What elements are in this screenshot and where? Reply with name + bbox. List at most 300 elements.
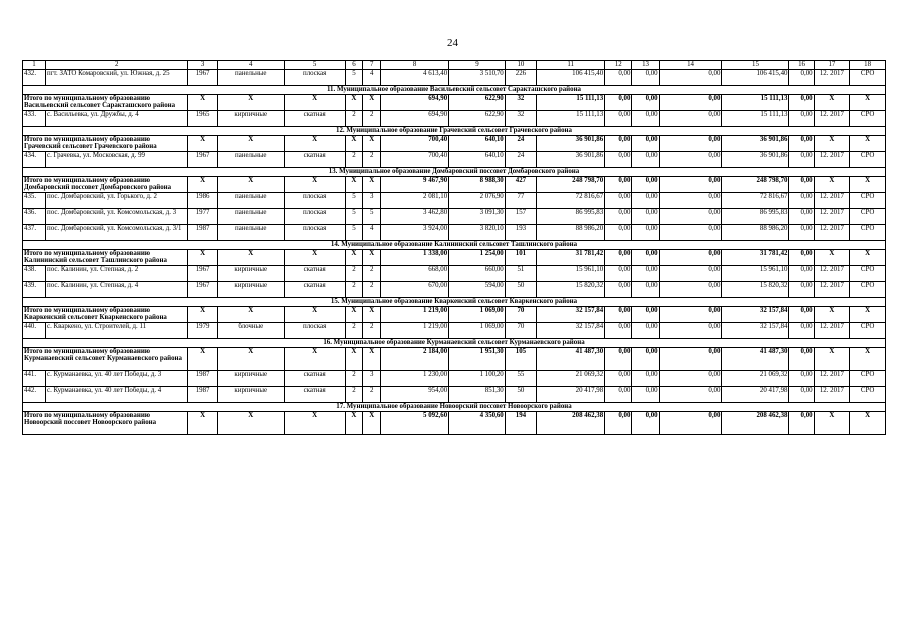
subtotal-cell: 0,00 bbox=[789, 412, 814, 435]
table-cell: 12. 2017 bbox=[814, 70, 850, 86]
table-cell: 36 901,86 bbox=[537, 152, 605, 168]
subtotal-cell: 0,00 bbox=[789, 250, 814, 266]
table-cell: скатная bbox=[284, 266, 345, 282]
table-row bbox=[23, 225, 886, 241]
column-number-row bbox=[23, 61, 886, 70]
table-cell: кирпичные bbox=[217, 371, 284, 387]
subtotal-cell: X bbox=[814, 307, 850, 323]
table-cell: плоская bbox=[284, 70, 345, 86]
table-cell: 5 bbox=[345, 70, 363, 86]
subtotal-row bbox=[23, 348, 886, 371]
table-cell: 0,00 bbox=[659, 70, 722, 86]
subtotal-cell: X bbox=[217, 177, 284, 193]
table-cell: 2 bbox=[363, 266, 381, 282]
address-cell: с. Курманаевка, ул. 40 лет Победы, д. 3 bbox=[46, 371, 188, 387]
subtotal-cell: 194 bbox=[505, 412, 536, 435]
table-cell: 193 bbox=[505, 225, 536, 241]
table-cell: 0,00 bbox=[659, 371, 722, 387]
table-cell: 851,30 bbox=[449, 387, 506, 403]
table-cell: 0,00 bbox=[605, 323, 632, 339]
table-cell: 2 bbox=[345, 371, 363, 387]
column-number-cell: 9 bbox=[449, 61, 506, 70]
subtotal-cell: 622,90 bbox=[449, 95, 506, 111]
table-cell: 0,00 bbox=[789, 266, 814, 282]
table-cell: 2 bbox=[363, 111, 381, 127]
table-cell: 5 bbox=[345, 193, 363, 209]
table-cell: 12. 2017 bbox=[814, 111, 850, 127]
table-cell: 1977 bbox=[188, 209, 217, 225]
table-cell: кирпичные bbox=[217, 266, 284, 282]
table-cell: 12. 2017 bbox=[814, 266, 850, 282]
subtotal-cell: X bbox=[850, 348, 886, 371]
address-cell: с. Курманаевка, ул. 40 лет Победы, д. 4 bbox=[46, 387, 188, 403]
subtotal-row bbox=[23, 136, 886, 152]
subtotal-cell: X bbox=[345, 136, 363, 152]
table-cell: панельные bbox=[217, 209, 284, 225]
table-cell: 0,00 bbox=[605, 193, 632, 209]
subtotal-cell: X bbox=[284, 136, 345, 152]
table-cell: 15 820,32 bbox=[537, 282, 605, 298]
subtotal-label: Итого по муниципальному образованию Калининский сельсовет Ташлинского района bbox=[23, 250, 188, 266]
table-cell: 72 816,67 bbox=[537, 193, 605, 209]
column-number-cell: 10 bbox=[505, 61, 536, 70]
section-title: 15. Муниципальное образование Кваркенский сельсовет Кваркенского района bbox=[23, 298, 886, 307]
table-cell: 2 bbox=[345, 282, 363, 298]
subtotal-label: Итого по муниципальному образованию Васильевский сельсовет Саракташского района bbox=[23, 95, 188, 111]
table-cell: 432. bbox=[23, 70, 46, 86]
subtotal-cell: 32 157,84 bbox=[722, 307, 789, 323]
subtotal-cell: 32 157,84 bbox=[537, 307, 605, 323]
table-cell: 0,00 bbox=[632, 387, 659, 403]
subtotal-cell: 31 781,42 bbox=[722, 250, 789, 266]
housing-register-table bbox=[22, 60, 886, 435]
subtotal-cell: X bbox=[345, 177, 363, 193]
table-cell: 0,00 bbox=[659, 282, 722, 298]
table-cell: 0,00 bbox=[789, 225, 814, 241]
table-cell: 2 bbox=[345, 266, 363, 282]
table-cell: СРО bbox=[850, 209, 886, 225]
subtotal-cell: 4 350,60 bbox=[449, 412, 506, 435]
section-title: 14. Муниципальное образование Калининский сельсовет Ташлинского района bbox=[23, 241, 886, 250]
table-cell: 3 462,80 bbox=[381, 209, 449, 225]
table-row bbox=[23, 387, 886, 403]
table-cell: 2 bbox=[345, 323, 363, 339]
table-cell: 21 069,32 bbox=[537, 371, 605, 387]
subtotal-cell: 208 462,38 bbox=[537, 412, 605, 435]
table-cell: 0,00 bbox=[605, 371, 632, 387]
table-cell: 12. 2017 bbox=[814, 193, 850, 209]
table-cell: 21 069,32 bbox=[722, 371, 789, 387]
table-cell: 20 417,98 bbox=[537, 387, 605, 403]
column-number-cell: 17 bbox=[814, 61, 850, 70]
column-number-cell: 14 bbox=[659, 61, 722, 70]
table-cell: 1986 bbox=[188, 193, 217, 209]
table-cell: 0,00 bbox=[789, 152, 814, 168]
table-cell: 3 091,30 bbox=[449, 209, 506, 225]
subtotal-cell: 41 487,30 bbox=[722, 348, 789, 371]
table-cell: 441. bbox=[23, 371, 46, 387]
subtotal-cell: X bbox=[284, 177, 345, 193]
table-cell: 15 961,10 bbox=[537, 266, 605, 282]
section-heading-row bbox=[23, 298, 886, 307]
table-cell: 72 816,67 bbox=[722, 193, 789, 209]
subtotal-cell: X bbox=[814, 136, 850, 152]
subtotal-cell: 0,00 bbox=[659, 348, 722, 371]
table-cell: 32 157,84 bbox=[537, 323, 605, 339]
subtotal-cell: X bbox=[188, 412, 217, 435]
table-cell: 1 230,00 bbox=[381, 371, 449, 387]
subtotal-label: Итого по муниципальному образованию Новоорский поссовет Новоорского района bbox=[23, 412, 188, 435]
subtotal-cell: X bbox=[850, 177, 886, 193]
subtotal-cell: 0,00 bbox=[605, 177, 632, 193]
address-cell: пос. Домбаровский, ул. Комсомольская, д. 3 bbox=[46, 209, 188, 225]
column-number-cell: 2 bbox=[46, 61, 188, 70]
table-cell: 0,00 bbox=[632, 152, 659, 168]
subtotal-cell: 248 798,70 bbox=[722, 177, 789, 193]
subtotal-cell: X bbox=[284, 412, 345, 435]
subtotal-cell: 0,00 bbox=[605, 307, 632, 323]
table-cell: 12. 2017 bbox=[814, 387, 850, 403]
table-cell: 0,00 bbox=[659, 266, 722, 282]
table-cell: 1987 bbox=[188, 371, 217, 387]
column-number-cell: 13 bbox=[632, 61, 659, 70]
column-number-cell: 16 bbox=[789, 61, 814, 70]
table-row bbox=[23, 193, 886, 209]
subtotal-label: Итого по муниципальному образованию Кваркенский сельсовет Кваркенского района bbox=[23, 307, 188, 323]
table-cell: 77 bbox=[505, 193, 536, 209]
column-number-cell: 3 bbox=[188, 61, 217, 70]
address-cell: пос. Калинин, ул. Степная, д. 4 bbox=[46, 282, 188, 298]
section-title: 16. Муниципальное образование Курманаевский сельсовет Курманаевского района bbox=[23, 339, 886, 348]
table-cell: 442. bbox=[23, 387, 46, 403]
table-cell: скатная bbox=[284, 282, 345, 298]
table-cell: 24 bbox=[505, 152, 536, 168]
subtotal-cell: X bbox=[814, 250, 850, 266]
section-title: 11. Муниципальное образование Васильевский сельсовет Саракташского района bbox=[23, 86, 886, 95]
table-cell: 15 111,13 bbox=[722, 111, 789, 127]
subtotal-cell: 0,00 bbox=[632, 412, 659, 435]
section-heading-row bbox=[23, 168, 886, 177]
subtotal-cell: X bbox=[345, 348, 363, 371]
subtotal-cell: 208 462,38 bbox=[722, 412, 789, 435]
section-heading-row bbox=[23, 339, 886, 348]
table-cell: 2 081,10 bbox=[381, 193, 449, 209]
table-cell: скатная bbox=[284, 387, 345, 403]
table-cell: СРО bbox=[850, 323, 886, 339]
table-cell: СРО bbox=[850, 111, 886, 127]
subtotal-cell: 70 bbox=[505, 307, 536, 323]
subtotal-cell: 36 901,86 bbox=[722, 136, 789, 152]
table-cell: 51 bbox=[505, 266, 536, 282]
table-cell: панельные bbox=[217, 70, 284, 86]
subtotal-cell: 31 781,42 bbox=[537, 250, 605, 266]
table-cell: 0,00 bbox=[605, 70, 632, 86]
subtotal-cell: 101 bbox=[505, 250, 536, 266]
subtotal-cell: X bbox=[284, 307, 345, 323]
subtotal-cell: X bbox=[217, 250, 284, 266]
subtotal-row bbox=[23, 177, 886, 193]
table-cell: 32 157,84 bbox=[722, 323, 789, 339]
table-cell: 0,00 bbox=[789, 323, 814, 339]
column-number-cell: 6 bbox=[345, 61, 363, 70]
column-number-cell: 18 bbox=[850, 61, 886, 70]
table-cell: 226 bbox=[505, 70, 536, 86]
subtotal-cell: X bbox=[363, 136, 381, 152]
subtotal-cell: X bbox=[284, 348, 345, 371]
table-cell: 0,00 bbox=[605, 209, 632, 225]
subtotal-cell: 0,00 bbox=[789, 136, 814, 152]
table-cell: 12. 2017 bbox=[814, 209, 850, 225]
subtotal-cell: 15 111,13 bbox=[722, 95, 789, 111]
subtotal-cell: 0,00 bbox=[659, 250, 722, 266]
table-cell: 0,00 bbox=[632, 209, 659, 225]
subtotal-row bbox=[23, 95, 886, 111]
table-row bbox=[23, 282, 886, 298]
table-cell: плоская bbox=[284, 193, 345, 209]
subtotal-cell: 9 467,90 bbox=[381, 177, 449, 193]
table-cell: 0,00 bbox=[789, 209, 814, 225]
subtotal-cell: X bbox=[188, 250, 217, 266]
table-cell: 0,00 bbox=[789, 371, 814, 387]
column-number-cell: 11 bbox=[537, 61, 605, 70]
subtotal-cell: X bbox=[217, 348, 284, 371]
subtotal-cell: 41 487,30 bbox=[537, 348, 605, 371]
subtotal-cell: 0,00 bbox=[605, 95, 632, 111]
subtotal-label: Итого по муниципальному образованию Курманаевский сельсовет Курманаевского района bbox=[23, 348, 188, 371]
subtotal-cell: X bbox=[284, 250, 345, 266]
subtotal-cell: 0,00 bbox=[789, 95, 814, 111]
table-cell: 20 417,98 bbox=[722, 387, 789, 403]
subtotal-cell: X bbox=[363, 177, 381, 193]
table-cell: 15 961,10 bbox=[722, 266, 789, 282]
table-cell: 0,00 bbox=[659, 387, 722, 403]
subtotal-cell: X bbox=[217, 95, 284, 111]
subtotal-cell: X bbox=[188, 348, 217, 371]
table-cell: СРО bbox=[850, 266, 886, 282]
table-cell: скатная bbox=[284, 111, 345, 127]
address-cell: с. Васильевка, ул. Дружбы, д. 4 bbox=[46, 111, 188, 127]
table-cell: панельные bbox=[217, 152, 284, 168]
table-cell: 0,00 bbox=[632, 371, 659, 387]
table-cell: 440. bbox=[23, 323, 46, 339]
table-cell: 434. bbox=[23, 152, 46, 168]
subtotal-cell: 427 bbox=[505, 177, 536, 193]
address-cell: пос. Калинин, ул. Степная, д. 2 bbox=[46, 266, 188, 282]
subtotal-cell: 8 988,30 bbox=[449, 177, 506, 193]
table-cell: 1967 bbox=[188, 282, 217, 298]
table-cell: плоская bbox=[284, 323, 345, 339]
table-cell: панельные bbox=[217, 225, 284, 241]
table-cell: блочные bbox=[217, 323, 284, 339]
table-cell: кирпичные bbox=[217, 282, 284, 298]
table-cell: 670,00 bbox=[381, 282, 449, 298]
table-cell: 1 100,20 bbox=[449, 371, 506, 387]
subtotal-cell: 2 184,00 bbox=[381, 348, 449, 371]
table-cell: 106 415,40 bbox=[722, 70, 789, 86]
subtotal-cell: 0,00 bbox=[789, 307, 814, 323]
subtotal-cell: X bbox=[850, 307, 886, 323]
table-row bbox=[23, 209, 886, 225]
subtotal-cell: X bbox=[345, 95, 363, 111]
column-number-cell: 12 bbox=[605, 61, 632, 70]
subtotal-label: Итого по муниципальному образованию Грачевский сельсовет Грачевского района bbox=[23, 136, 188, 152]
table-cell: 88 986,20 bbox=[722, 225, 789, 241]
subtotal-cell: 694,90 bbox=[381, 95, 449, 111]
subtotal-cell: X bbox=[850, 412, 886, 435]
subtotal-row bbox=[23, 412, 886, 435]
table-cell: 15 820,32 bbox=[722, 282, 789, 298]
table-cell: 1 219,00 bbox=[381, 323, 449, 339]
table-cell: 50 bbox=[505, 282, 536, 298]
table-cell: 4 bbox=[363, 225, 381, 241]
table-cell: 438. bbox=[23, 266, 46, 282]
table-cell: 3 bbox=[363, 193, 381, 209]
subtotal-cell: 105 bbox=[505, 348, 536, 371]
table-cell: панельные bbox=[217, 193, 284, 209]
subtotal-cell: 0,00 bbox=[659, 412, 722, 435]
table-cell: 3 510,70 bbox=[449, 70, 506, 86]
table-cell: 86 995,83 bbox=[722, 209, 789, 225]
subtotal-cell: 0,00 bbox=[632, 307, 659, 323]
table-cell: 0,00 bbox=[789, 282, 814, 298]
subtotal-cell: X bbox=[345, 307, 363, 323]
column-number-cell: 15 bbox=[722, 61, 789, 70]
section-heading-row bbox=[23, 86, 886, 95]
subtotal-cell: X bbox=[363, 95, 381, 111]
subtotal-cell: 0,00 bbox=[605, 348, 632, 371]
table-cell: 0,00 bbox=[605, 387, 632, 403]
table-row bbox=[23, 266, 886, 282]
table-cell: 2 bbox=[363, 323, 381, 339]
table-cell: 0,00 bbox=[605, 266, 632, 282]
subtotal-cell: X bbox=[850, 136, 886, 152]
subtotal-cell: 0,00 bbox=[605, 250, 632, 266]
table-cell: 0,00 bbox=[789, 70, 814, 86]
table-cell: 2 076,90 bbox=[449, 193, 506, 209]
table-cell: 0,00 bbox=[632, 323, 659, 339]
table-row bbox=[23, 371, 886, 387]
table-cell: 2 bbox=[345, 387, 363, 403]
subtotal-cell: 0,00 bbox=[659, 177, 722, 193]
section-title: 17. Муниципальное образование Новоорский поссовет Новоорского района bbox=[23, 403, 886, 412]
subtotal-cell: 0,00 bbox=[659, 136, 722, 152]
table-cell: 1965 bbox=[188, 111, 217, 127]
table-cell: 622,90 bbox=[449, 111, 506, 127]
table-cell: 0,00 bbox=[632, 111, 659, 127]
address-cell: с. Кваркено, ул. Строителей, д. 11 bbox=[46, 323, 188, 339]
page-number: 24 bbox=[447, 37, 458, 49]
table-cell: 439. bbox=[23, 282, 46, 298]
subtotal-cell: 1 254,00 bbox=[449, 250, 506, 266]
subtotal-cell: 700,40 bbox=[381, 136, 449, 152]
table-cell: 1979 bbox=[188, 323, 217, 339]
table-cell: 700,40 bbox=[381, 152, 449, 168]
subtotal-label: Итого по муниципальному образованию Домбаровский поссовет Домбаровского района bbox=[23, 177, 188, 193]
table-cell: 32 bbox=[505, 111, 536, 127]
column-number-cell: 8 bbox=[381, 61, 449, 70]
subtotal-cell: 32 bbox=[505, 95, 536, 111]
subtotal-cell: X bbox=[284, 95, 345, 111]
table-cell: 12. 2017 bbox=[814, 152, 850, 168]
table-cell: кирпичные bbox=[217, 111, 284, 127]
table-cell: 954,00 bbox=[381, 387, 449, 403]
table-cell: 157 bbox=[505, 209, 536, 225]
subtotal-cell: X bbox=[188, 177, 217, 193]
table-cell: 106 415,40 bbox=[537, 70, 605, 86]
subtotal-cell: 15 111,13 bbox=[537, 95, 605, 111]
subtotal-cell: X bbox=[850, 250, 886, 266]
address-cell: пос. Домбаровский, ул. Горького, д. 2 bbox=[46, 193, 188, 209]
subtotal-cell: 5 092,60 bbox=[381, 412, 449, 435]
subtotal-cell: 0,00 bbox=[605, 136, 632, 152]
table-cell: 2 bbox=[363, 282, 381, 298]
table-cell: 70 bbox=[505, 323, 536, 339]
table-cell: 5 bbox=[345, 225, 363, 241]
column-number-cell: 5 bbox=[284, 61, 345, 70]
table-cell: 0,00 bbox=[659, 152, 722, 168]
subtotal-cell: 0,00 bbox=[789, 177, 814, 193]
table-cell: 436. bbox=[23, 209, 46, 225]
subtotal-cell: 1 338,00 bbox=[381, 250, 449, 266]
table-cell: 0,00 bbox=[659, 209, 722, 225]
subtotal-cell: 36 901,86 bbox=[537, 136, 605, 152]
table-cell: СРО bbox=[850, 371, 886, 387]
section-heading-row bbox=[23, 241, 886, 250]
table-cell: 3 924,00 bbox=[381, 225, 449, 241]
subtotal-cell: X bbox=[188, 95, 217, 111]
subtotal-cell: X bbox=[363, 412, 381, 435]
table-cell: 50 bbox=[505, 387, 536, 403]
subtotal-cell: X bbox=[188, 136, 217, 152]
table-cell: 5 bbox=[345, 209, 363, 225]
table-cell: СРО bbox=[850, 152, 886, 168]
section-title: 13. Муниципальное образование Домбаровский поссовет Домбаровского района bbox=[23, 168, 886, 177]
table-row bbox=[23, 111, 886, 127]
table-cell: 1987 bbox=[188, 387, 217, 403]
table-cell: 0,00 bbox=[789, 193, 814, 209]
subtotal-cell: X bbox=[814, 348, 850, 371]
table-cell: 0,00 bbox=[659, 111, 722, 127]
column-number-cell: 1 bbox=[23, 61, 46, 70]
table-cell: 2 bbox=[363, 152, 381, 168]
subtotal-cell: 0,00 bbox=[632, 95, 659, 111]
subtotal-cell: 24 bbox=[505, 136, 536, 152]
table-cell: 2 bbox=[345, 111, 363, 127]
subtotal-cell: X bbox=[217, 307, 284, 323]
subtotal-row bbox=[23, 250, 886, 266]
subtotal-cell: 1 951,30 bbox=[449, 348, 506, 371]
table-cell: 660,00 bbox=[449, 266, 506, 282]
table-cell: 3 820,10 bbox=[449, 225, 506, 241]
table-cell: 0,00 bbox=[605, 225, 632, 241]
table-row bbox=[23, 70, 886, 86]
section-title: 12. Муниципальное образование Грачевский сельсовет Грачевского района bbox=[23, 127, 886, 136]
table-cell: 0,00 bbox=[605, 111, 632, 127]
table-cell: 88 986,20 bbox=[537, 225, 605, 241]
table-cell: СРО bbox=[850, 193, 886, 209]
table-cell: плоская bbox=[284, 209, 345, 225]
subtotal-cell: 0,00 bbox=[659, 95, 722, 111]
table-cell: 0,00 bbox=[632, 282, 659, 298]
subtotal-cell: 0,00 bbox=[632, 348, 659, 371]
table-body bbox=[23, 61, 886, 435]
table-cell: 1 069,00 bbox=[449, 323, 506, 339]
subtotal-cell: 0,00 bbox=[632, 136, 659, 152]
subtotal-cell: 0,00 bbox=[789, 348, 814, 371]
table-cell: 0,00 bbox=[632, 225, 659, 241]
table-cell: 12. 2017 bbox=[814, 282, 850, 298]
table-cell: 435. bbox=[23, 193, 46, 209]
